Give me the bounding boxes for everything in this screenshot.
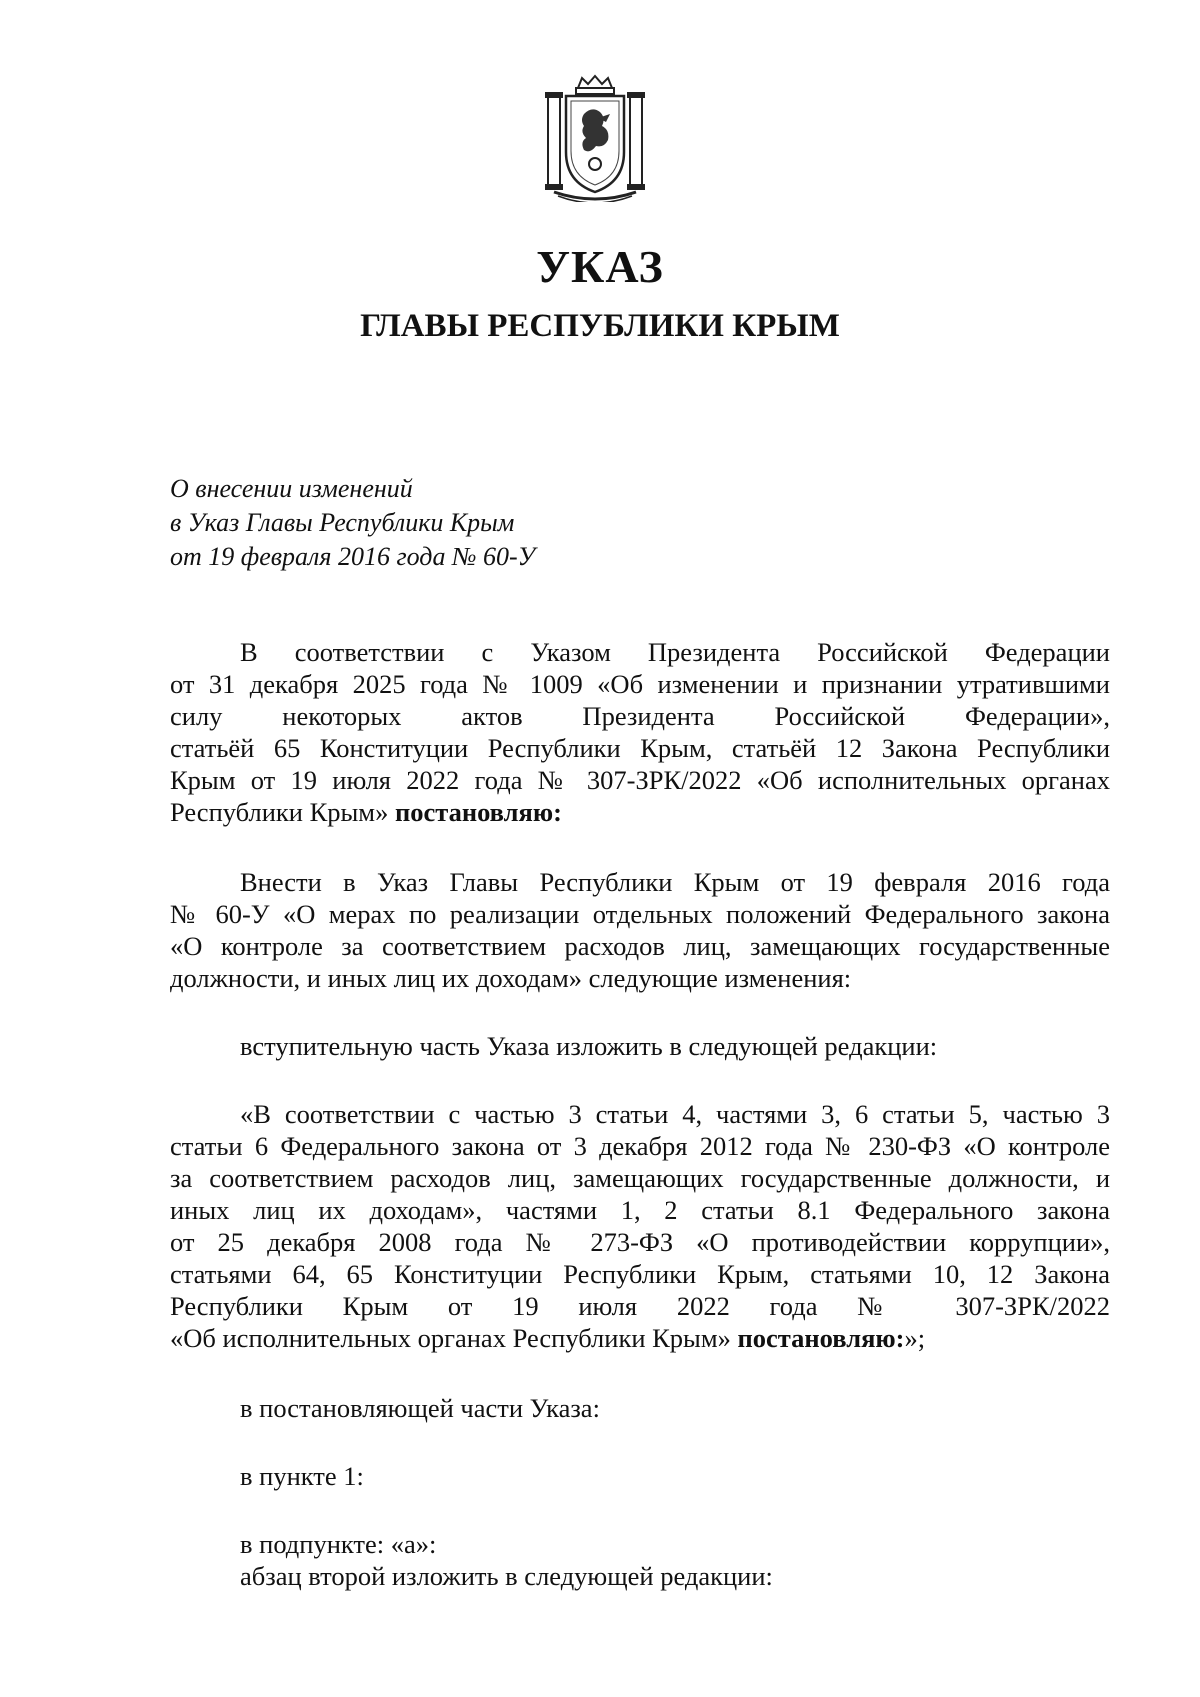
subject-line: в Указ Главы Республики Крым (170, 508, 515, 537)
quote-line: за соответствием расходов лиц, замещающих государственные должности, и (170, 1163, 1110, 1193)
quote-line: Республики Крым от 19 июля 2022 года № 307-ЗРК/2022 (170, 1291, 1110, 1321)
subject-line: от 19 февраля 2016 года № 60-У (170, 542, 536, 571)
quote-line: от 25 декабря 2008 года № 273-ФЗ «О противодействии коррупции», (170, 1227, 1110, 1257)
quote-line: статьи 6 Федерального закона от 3 декабря 2012 года № 230-ФЗ «О контроле (170, 1131, 1110, 1161)
decree-verb: постановляю: (737, 1323, 905, 1353)
quote-line: «В соответствии с частью 3 статьи 4, частями 3, 6 статьи 5, частью 3 (240, 1099, 1110, 1129)
preamble-line: Крым от 19 июля 2022 года № 307-ЗРК/2022 «Об исполнительных органах (170, 765, 1110, 795)
preamble-text: Республики Крым» (170, 797, 395, 827)
quote-line: иных лиц их доходам», частями 1, 2 статьи 8.1 Федерального закона (170, 1195, 1110, 1225)
operative-part-instruction: в постановляющей части Указа: (240, 1393, 600, 1423)
document-type-title: УКАЗ (536, 241, 664, 292)
quote-line: статьями 64, 65 Конституции Республики Крым, статьями 10, 12 Закона (170, 1259, 1110, 1289)
quote-tail: »; (904, 1323, 926, 1353)
subpoint-instruction: в подпункте: «а»: (240, 1529, 437, 1559)
intro-part-instruction: вступительную часть Указа изложить в следующей редакции: (240, 1031, 938, 1061)
amend-intro-line: Внести в Указ Главы Республики Крым от 19 февраля 2016 года (240, 867, 1110, 897)
preamble-line: от 31 декабря 2025 года № 1009 «Об изменении и признании утратившими (170, 669, 1110, 699)
crimea-coat-of-arms-icon (540, 74, 650, 202)
subject-line: О внесении изменений (170, 474, 413, 503)
preamble-line: В соответствии с Указом Президента Российской Федерации (240, 637, 1110, 667)
quote-text: «Об исполнительных органах Республики Крым» (170, 1323, 738, 1353)
quote-last-line (170, 1322, 1110, 1354)
amend-intro-line: должности, и иных лиц их доходам» следующие изменения: (170, 963, 852, 993)
preamble-line: силу некоторых актов Президента Российской Федерации», (170, 701, 1110, 731)
issuer-title: ГЛАВЫ РЕСПУБЛИКИ КРЫМ (360, 308, 840, 344)
paragraph-2-instruction: абзац второй изложить в следующей редакции: (240, 1561, 773, 1591)
point-1-instruction: в пункте 1: (240, 1461, 364, 1491)
amend-intro-line: «О контроле за соответствием расходов лиц, замещающих государственные (170, 931, 1110, 961)
decree-verb: постановляю: (394, 797, 562, 827)
amend-intro-line: № 60-У «О мерах по реализации отдельных положений Федерального закона (170, 899, 1110, 929)
document-subject (170, 472, 535, 574)
preamble-last-line (170, 796, 1110, 828)
preamble-line: статьёй 65 Конституции Республики Крым, статьёй 12 Закона Республики (170, 733, 1110, 763)
